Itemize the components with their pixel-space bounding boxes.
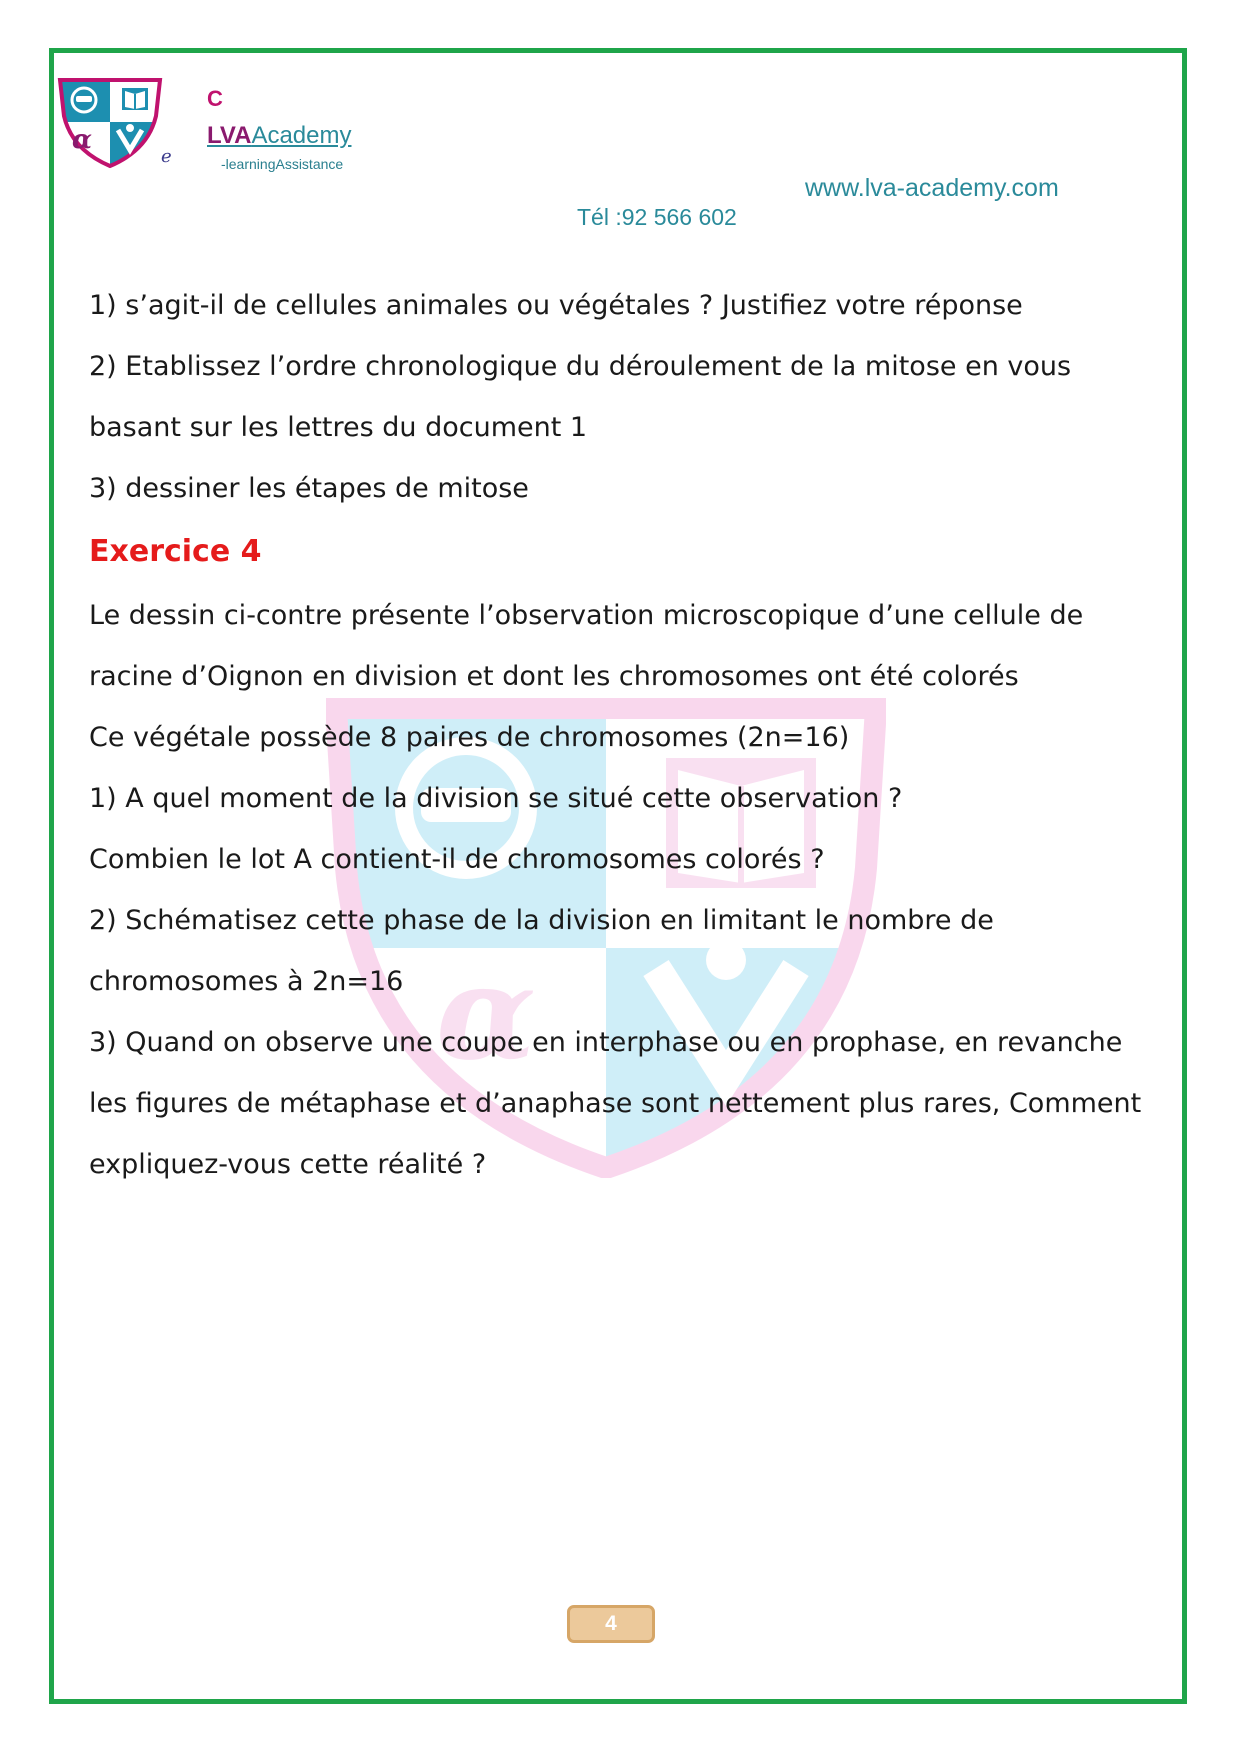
text-line: Combien le lot A contient-il de chromosomes colorés ? xyxy=(89,844,825,875)
brand-name-prefix: LVA xyxy=(207,122,252,149)
page-number: 4 xyxy=(567,1605,655,1643)
brand-subtitle: -learningAssistance xyxy=(221,156,344,172)
text-line: 3) Quand on observe une coupe en interphase ou en prophase, en revanche xyxy=(89,1027,1123,1058)
text-line: 1) A quel moment de la division se situé cette observation ? xyxy=(89,783,903,814)
text-line: 1) s’agit-il de cellules animales ou végétales ? Justifiez votre réponse xyxy=(89,290,1023,321)
lva-academy-logo xyxy=(56,76,164,170)
text-line: 3) dessiner les étapes de mitose xyxy=(89,473,529,504)
text-line: 2) Etablissez l’ordre chronologique du déroulement de la mitose en vous xyxy=(89,351,1072,382)
logo-letter-e: e xyxy=(161,146,172,167)
text-line: 2) Schématisez cette phase de la division en limitant le nombre de xyxy=(89,905,994,936)
text-line: Ce végétale possède 8 paires de chromosomes (2n=16) xyxy=(89,722,850,753)
text-line: les figures de métaphase et d’anaphase sont nettement plus rares, Comment xyxy=(89,1088,1142,1119)
text-line: expliquez-vous cette réalité ? xyxy=(89,1149,487,1180)
document-body xyxy=(89,275,1149,1195)
text-line: chromosomes à 2n=16 xyxy=(89,966,404,997)
text-line: basant sur les lettres du document 1 xyxy=(89,412,588,443)
text-line: racine d’Oignon en division et dont les chromosomes ont été colorés xyxy=(89,661,1019,692)
phone-number: Tél :92 566 602 xyxy=(577,204,737,230)
brand-name[interactable] xyxy=(207,122,351,150)
svg-text:α: α xyxy=(436,936,537,1089)
brand-name-suffix: Academy xyxy=(251,122,352,149)
website-link[interactable]: www.lva-academy.com xyxy=(805,174,1059,202)
svg-text:α: α xyxy=(72,125,93,155)
exercise-heading: Exercice 4 xyxy=(89,534,262,569)
text-line: Le dessin ci-contre présente l’observation microscopique d’une cellule de xyxy=(89,600,1084,631)
brand-letter: C xyxy=(207,86,223,111)
